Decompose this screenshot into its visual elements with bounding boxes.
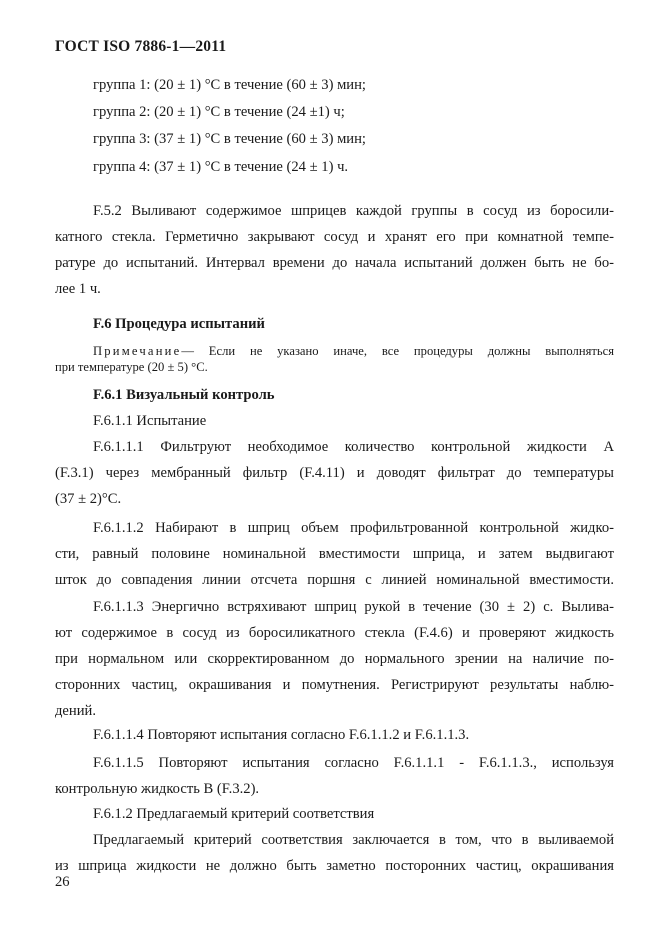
f52-line-1: F.5.2 Выливают содержимое шприцев каждой группы в сосуд из боросили-: [93, 203, 614, 219]
f52-line-4: лее 1 ч.: [55, 281, 101, 297]
f6112-line-1: F.6.1.1.2 Набирают в шприц объем профильтрованной контрольной жидко-: [93, 520, 614, 536]
group-4-line: группа 4: (37 ± 1) °С в течение (24 ± 1) ч.: [93, 159, 349, 175]
note-line-2: при температуре (20 ± 5) °С.: [55, 360, 208, 374]
section-f6-heading: F.6 Процедура испытаний: [93, 316, 265, 332]
f6115-line-1: F.6.1.1.5 Повторяют испытания согласно F.6.1.1.1 - F.6.1.1.3., используя: [93, 755, 614, 771]
document-header: ГОСТ ISO 7886-1—2011: [55, 38, 227, 55]
note-line-1: [55, 343, 614, 359]
group-2-line: группа 2: (20 ± 1) °С в течение (24 ±1) ч;: [93, 104, 345, 120]
f6113-line-1: F.6.1.1.3 Энергично встряхивают шприц рукой в течение (30 ± 2) с. Вылива-: [93, 599, 614, 615]
f6113-line-4: сторонних частиц, окрашивания и помутнения. Регистрируют результаты наблю-: [55, 677, 614, 693]
section-f61-heading: F.6.1 Визуальный контроль: [93, 387, 275, 403]
group-1-line: группа 1: (20 ± 1) °С в течение (60 ± 3) мин;: [93, 77, 366, 93]
f52-line-2: катного стекла. Герметично закрывают сосуд и хранят его при комнатной темпе-: [55, 229, 614, 245]
f6114-line: F.6.1.1.4 Повторяют испытания согласно F.6.1.1.2 и F.6.1.1.3.: [93, 727, 470, 743]
note-text-1: — Если не указано иначе, все процедуры должны выполняться: [181, 344, 614, 358]
f6111-line-3: (37 ± 2)°С.: [55, 491, 122, 507]
f6112-line-3: шток до совпадения линии отсчета поршня с линией номинальной вместимости.: [55, 572, 614, 588]
f6111-line-2: (F.3.1) через мембранный фильтр (F.4.11) и доводят фильтрат до температуры: [55, 465, 614, 481]
f6113-line-2: ют содержимое в сосуд из боросиликатного стекла (F.4.6) и проверяют жидкость: [55, 625, 614, 641]
page-number: 26: [55, 874, 70, 890]
f6111-line-1: F.6.1.1.1 Фильтруют необходимое количество контрольной жидкости А: [93, 439, 614, 455]
f6112-line-2: сти, равный половине номинальной вместимости шприца, и затем выдвигают: [55, 546, 614, 562]
section-f611-heading: F.6.1.1 Испытание: [93, 413, 207, 429]
f6115-line-2: контрольную жидкость В (F.3.2).: [55, 781, 260, 797]
note-label: Примечание: [93, 344, 182, 358]
group-3-line: группа 3: (37 ± 1) °С в течение (60 ± 3) мин;: [93, 131, 366, 147]
f6113-line-3: при нормальном или скорректированном до нормального зрении на наличие по-: [55, 651, 614, 667]
criterion-line-2: из шприца жидкости не должно быть заметно посторонних частиц, окрашивания: [55, 858, 614, 874]
f52-line-3: ратуре до испытаний. Интервал времени до начала испытаний должен быть не бо-: [55, 255, 614, 271]
section-f612-heading: F.6.1.2 Предлагаемый критерий соответствия: [93, 806, 375, 822]
f6113-line-5: дений.: [55, 703, 96, 719]
criterion-line-1: Предлагаемый критерий соответствия заключается в том, что в выливаемой: [93, 832, 614, 848]
